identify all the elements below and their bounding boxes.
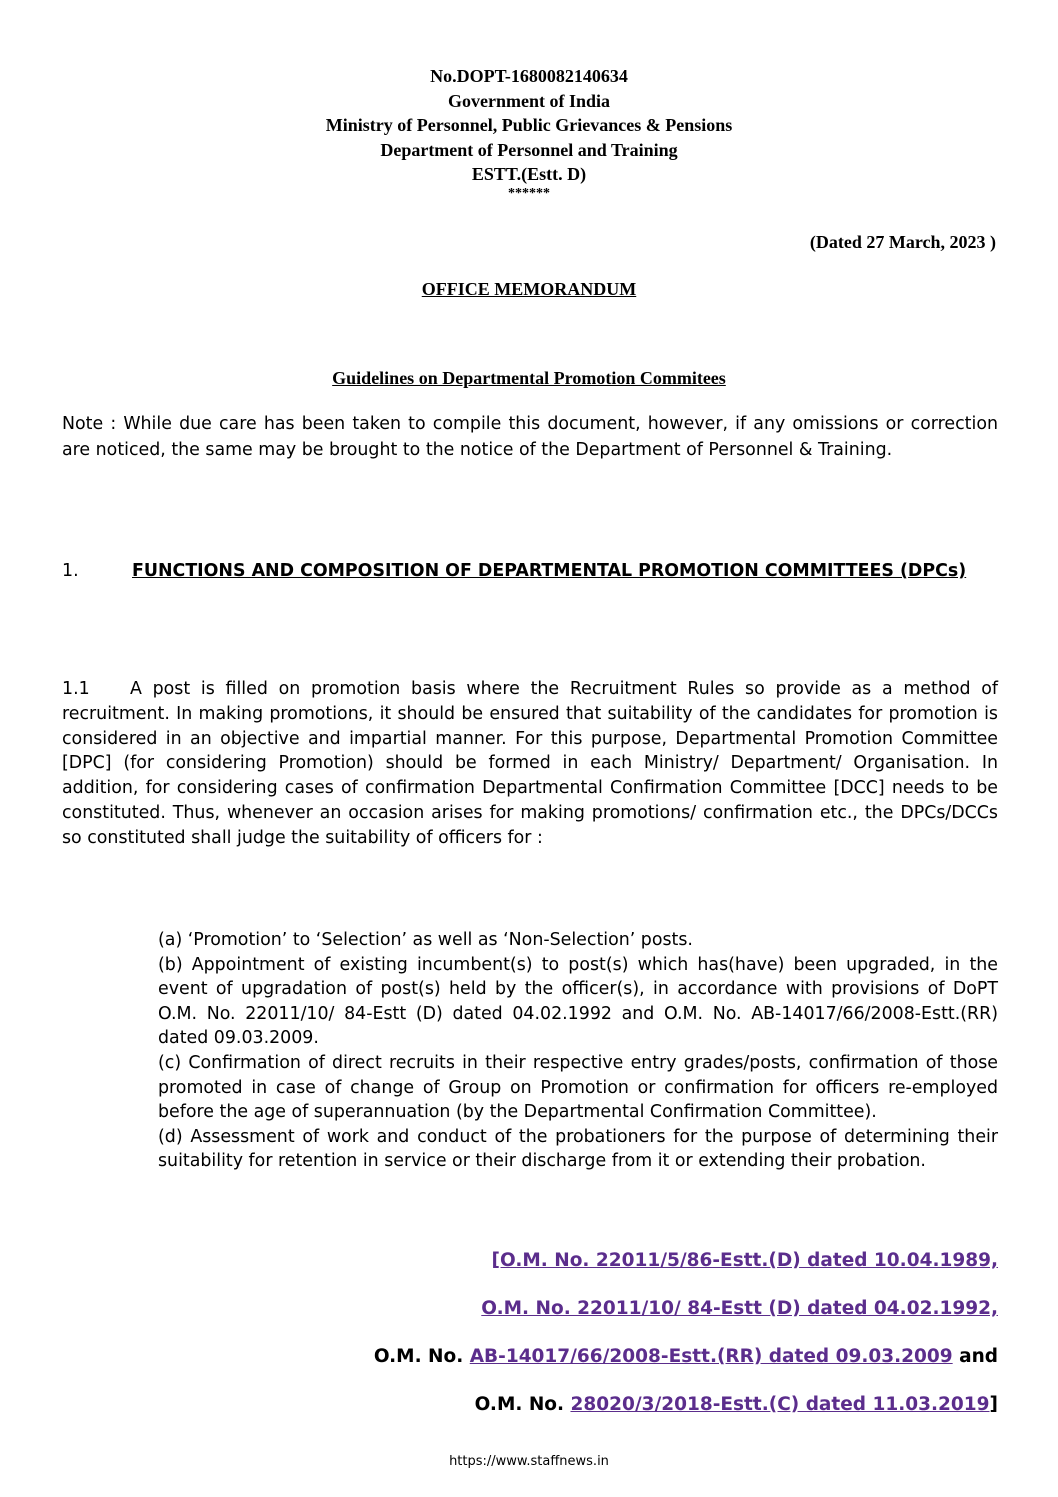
department-name: Department of Personnel and Training bbox=[380, 139, 678, 160]
reference-link-4[interactable]: 28020/3/2018-Estt.(C) dated 11.03.2019 bbox=[570, 1394, 990, 1415]
paragraph-1-1 bbox=[62, 677, 998, 851]
reference-link-3[interactable]: AB-14017/66/2008-Estt.(RR) dated 09.03.2009 bbox=[469, 1346, 953, 1367]
reference-line-2 bbox=[200, 1298, 998, 1319]
document-type-title: OFFICE MEMORANDUM bbox=[421, 279, 637, 299]
section-number: 1. bbox=[62, 561, 79, 581]
reference-prefix: O.M. No. bbox=[474, 1394, 571, 1415]
reference-line-4 bbox=[200, 1394, 998, 1415]
reference-link-1[interactable]: [O.M. No. 22011/5/86-Estt.(D) dated 10.04.1989, bbox=[491, 1250, 998, 1271]
list-item: (c) Confirmation of direct recruits in their respective entry grades/posts, confirmation of those promoted in case of change of Group on Promotion or confirmation for officers re-employed before the age of superannuation (by the Departmental Confirmation Committee). bbox=[158, 1052, 998, 1123]
footer-url: https://www.staffnews.in bbox=[449, 1454, 609, 1469]
ministry-name: Ministry of Personnel, Public Grievances & Pensions bbox=[325, 115, 733, 135]
subject-heading: Guidelines on Departmental Promotion Commitees bbox=[332, 368, 726, 388]
reference-link-2[interactable]: O.M. No. 22011/10/ 84-Estt (D) dated 04.02.1992, bbox=[481, 1298, 998, 1319]
document-header bbox=[0, 64, 1058, 201]
section-name: ESTT.(Estt. D) bbox=[471, 164, 587, 184]
reference-suffix: and bbox=[952, 1346, 998, 1367]
section-1-heading bbox=[62, 558, 998, 584]
reference-prefix: O.M. No. bbox=[373, 1346, 470, 1367]
list-item: (a) ‘Promotion’ to ‘Selection’ as well as ‘Non-Selection’ posts. bbox=[158, 930, 693, 950]
criteria-list bbox=[158, 928, 998, 1174]
section-title: FUNCTIONS AND COMPOSITION OF DEPARTMENTAL PROMOTION COMMITTEES (DPCs) bbox=[132, 561, 967, 581]
government-name: Government of India bbox=[448, 90, 610, 111]
reference-line-1 bbox=[200, 1250, 998, 1271]
document-date: (Dated 27 March, 2023 ) bbox=[809, 232, 996, 252]
disclaimer-note: Note : While due care has been taken to compile this document, however, if any omissions or correction are noticed, the same may be brought to the notice of the Department of Personnel & Training. bbox=[62, 414, 998, 460]
list-item: (d) Assessment of work and conduct of the probationers for the purpose of determining their suitability for retention in service or their discharge from it or extending their probation. bbox=[158, 1126, 998, 1172]
reference-number: No.DOPT-1680082140634 bbox=[430, 66, 628, 86]
reference-line-3 bbox=[200, 1346, 998, 1367]
paragraph-number: 1.1 bbox=[62, 679, 90, 699]
header-separator: ****** bbox=[508, 185, 550, 201]
paragraph-text: A post is filled on promotion basis where the Recruitment Rules so provide as a method of recruitment. In making promotions, it should be ensured that suitability of the candidates for promotion is considered in an objective and impartial manner. For this purpose, Departmental Promotion Committee [DPC] (for considering Promotion) should be formed in each Ministry/ Department/ Organisation. In addition, for considering cases of confirmation Departmental Confirmation Committee [DCC] needs to be constituted. Thus, whenever an occasion arises for making promotions/ confirmation etc., the DPCs/DCCs so constituted shall judge the suitability of officers for : bbox=[62, 679, 998, 848]
reference-suffix: ] bbox=[989, 1394, 998, 1415]
list-item: (b) Appointment of existing incumbent(s) to post(s) which has(have) been upgraded, in the event of upgradation of post(s) held by the officer(s), in accordance with provisions of DoPT O.M. No. 22011/10/ 84-Estt (D) dated 04.02.1992 and O.M. No. AB-14017/66/2008-Estt.(RR) dated 09.03.2009. bbox=[158, 954, 998, 1049]
